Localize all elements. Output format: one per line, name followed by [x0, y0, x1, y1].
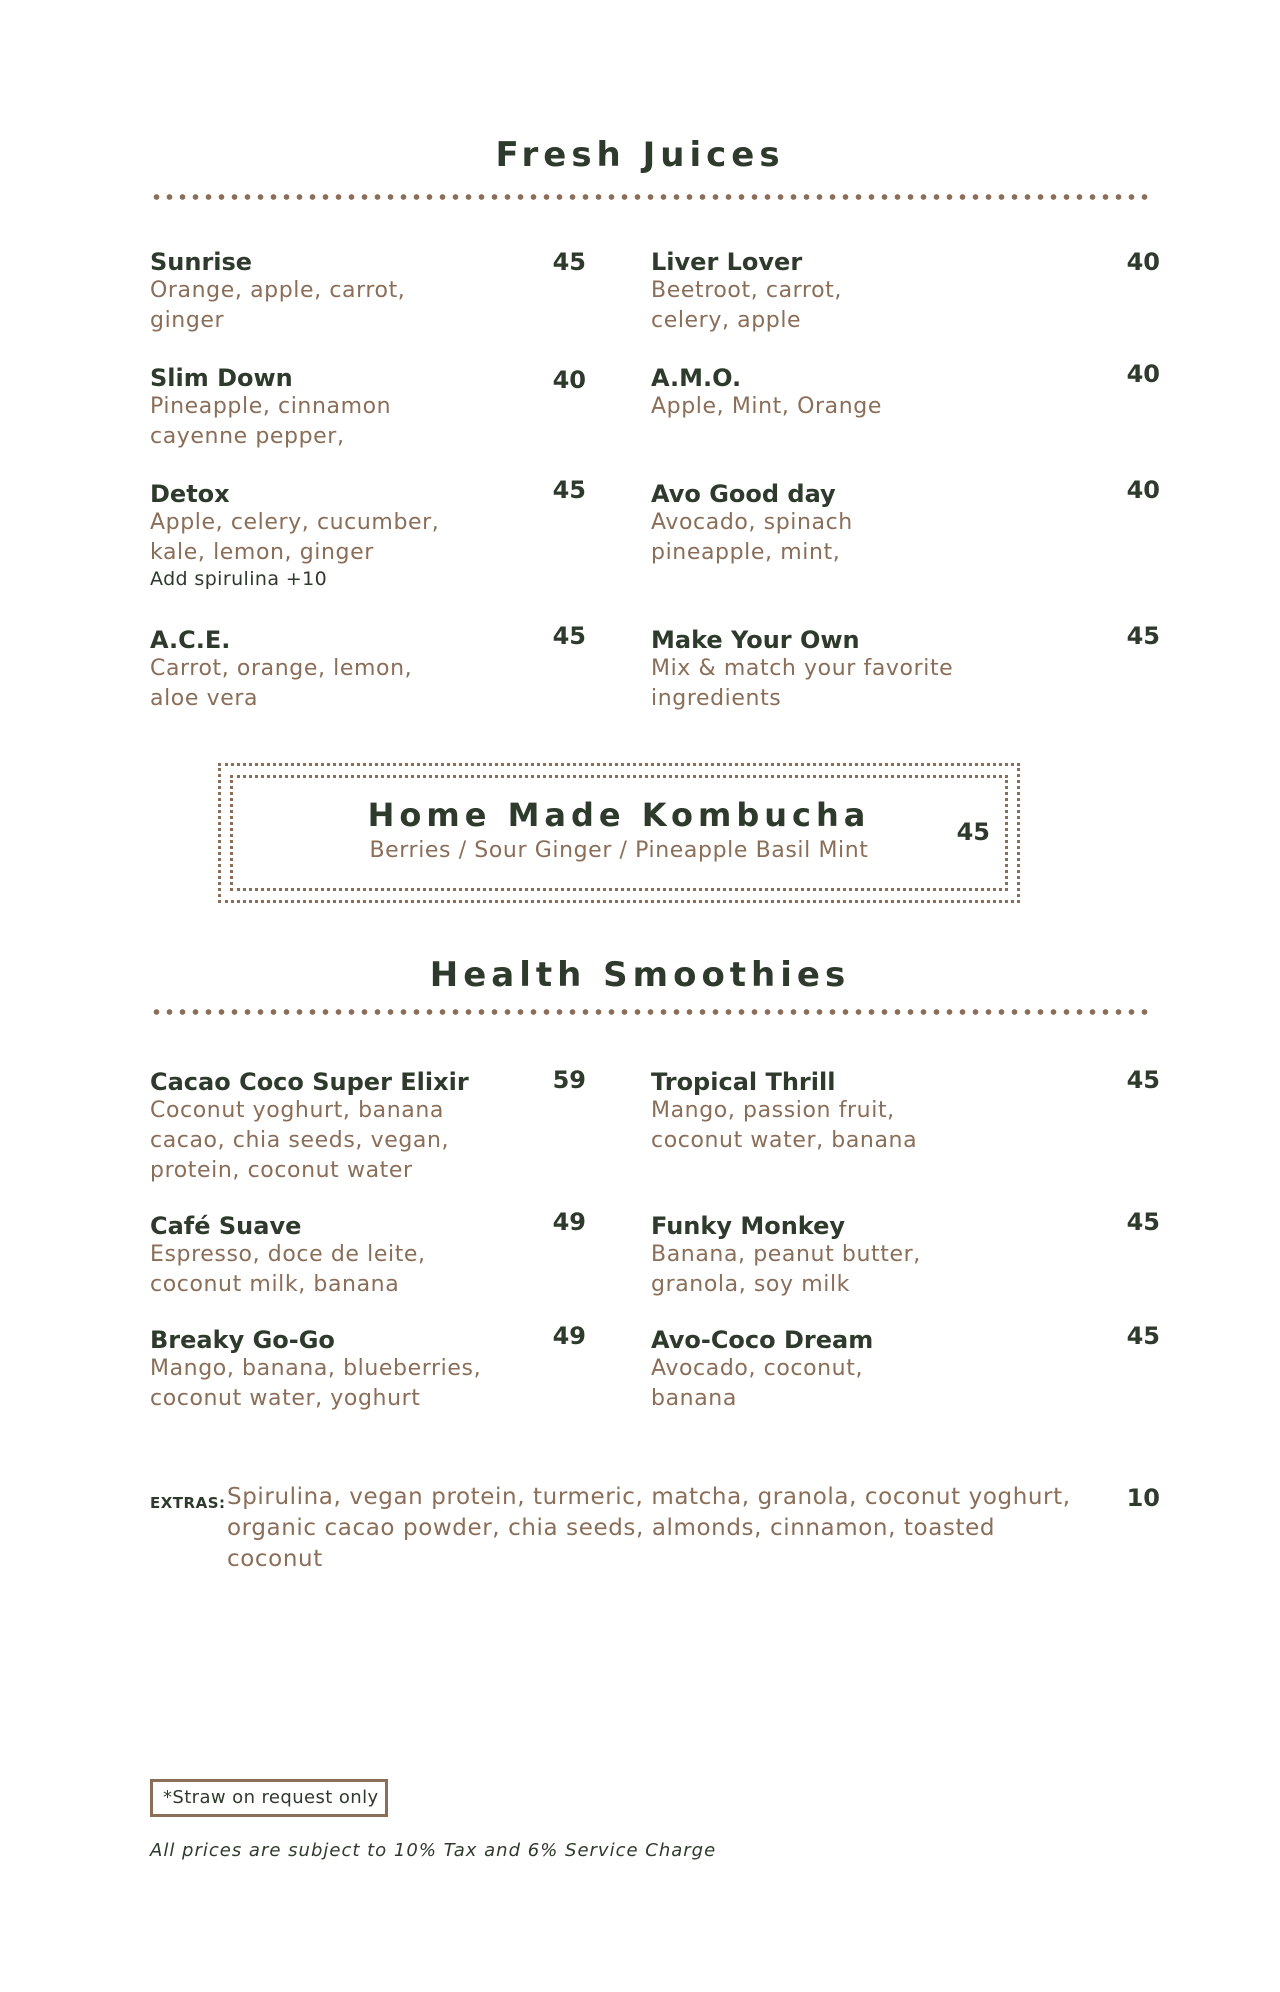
kombucha-title: Home Made Kombucha	[367, 796, 871, 834]
item-name: Funky Monkey	[651, 1212, 846, 1240]
extras-list	[227, 1482, 1087, 1575]
straw-note: *Straw on request only	[150, 1779, 388, 1817]
item-desc: kale, lemon, ginger	[150, 540, 374, 565]
item-desc: Mango, passion fruit,	[651, 1098, 895, 1123]
item-name: Avo Good day	[651, 480, 836, 508]
item-desc: coconut water, yoghurt	[150, 1386, 421, 1411]
item-name: A.C.E.	[150, 626, 231, 654]
menu-item-liver-lover	[651, 248, 1091, 336]
item-desc: Banana, peanut butter,	[651, 1242, 921, 1267]
item-desc: coconut water, banana	[651, 1128, 918, 1153]
item-desc: celery, apple	[651, 308, 802, 333]
item-price: 45	[1126, 1066, 1160, 1094]
item-price: 45	[1126, 1208, 1160, 1236]
menu-item-slim-down	[150, 364, 590, 452]
item-desc: Apple, celery, cucumber,	[150, 510, 440, 535]
extras-line: organic cacao powder, chia seeds, almonds, cinnamon, toasted coconut	[227, 1515, 996, 1572]
item-name: Avo-Coco Dream	[651, 1326, 874, 1354]
item-desc: granola, soy milk	[651, 1272, 851, 1297]
menu-item-make-your-own	[651, 626, 1091, 714]
item-desc: Apple, Mint, Orange	[651, 394, 882, 419]
item-price: 45	[552, 622, 586, 650]
item-desc: Coconut yoghurt, banana	[150, 1098, 444, 1123]
item-desc: coconut milk, banana	[150, 1272, 400, 1297]
item-name: Make Your Own	[651, 626, 860, 654]
item-price: 49	[552, 1322, 586, 1350]
item-price: 40	[1126, 248, 1160, 276]
menu-item-detox	[150, 480, 590, 590]
item-desc: Espresso, doce de leite,	[150, 1242, 426, 1267]
item-desc: protein, coconut water	[150, 1158, 413, 1183]
item-price: 49	[552, 1208, 586, 1236]
fresh-juices-title: Fresh Juices	[495, 135, 785, 175]
menu-item-amo	[651, 364, 1091, 422]
extras-label: EXTRAS:	[150, 1494, 226, 1512]
item-desc: aloe vera	[150, 686, 259, 711]
menu-item-avo-coco-dream	[651, 1326, 1091, 1414]
item-name: Slim Down	[150, 364, 293, 392]
extras-price: 10	[1126, 1484, 1160, 1512]
kombucha-flavors: Berries / Sour Ginger / Pineapple Basil Mint	[369, 838, 869, 863]
fresh-juices-divider	[150, 193, 1150, 201]
item-name: Detox	[150, 480, 230, 508]
item-desc: banana	[651, 1386, 737, 1411]
health-smoothies-divider	[150, 1008, 1150, 1016]
item-desc: ingredients	[651, 686, 782, 711]
item-price: 40	[552, 366, 586, 394]
menu-item-cafe-suave	[150, 1212, 590, 1300]
item-desc: Mix & match your favorite	[651, 656, 954, 681]
item-desc: pineapple, mint,	[651, 540, 841, 565]
item-note: Add spirulina +10	[150, 568, 328, 590]
item-name: Café Suave	[150, 1212, 302, 1240]
item-price: 45	[1126, 1322, 1160, 1350]
item-price: 40	[1126, 360, 1160, 388]
item-desc: Orange, apple, carrot,	[150, 278, 406, 303]
item-desc: cayenne pepper,	[150, 424, 345, 449]
menu-item-cacao-coco	[150, 1068, 590, 1186]
item-price: 45	[1126, 622, 1160, 650]
item-desc: ginger	[150, 308, 225, 333]
item-desc: Avocado, spinach	[651, 510, 853, 535]
health-smoothies-title: Health Smoothies	[429, 955, 851, 995]
kombucha-price: 45	[956, 818, 990, 846]
item-name: Cacao Coco Super Elixir	[150, 1068, 469, 1096]
menu-item-ace	[150, 626, 590, 714]
item-name: Sunrise	[150, 248, 253, 276]
item-desc: Mango, banana, blueberries,	[150, 1356, 482, 1381]
item-price: 40	[1126, 476, 1160, 504]
item-name: Liver Lover	[651, 248, 803, 276]
item-desc: Carrot, orange, lemon,	[150, 656, 413, 681]
item-price: 45	[552, 248, 586, 276]
extras-line: Spirulina, vegan protein, turmeric, matcha, granola, coconut yoghurt,	[227, 1484, 1071, 1510]
item-desc: Beetroot, carrot,	[651, 278, 842, 303]
item-desc: Avocado, coconut,	[651, 1356, 864, 1381]
item-desc: cacao, chia seeds, vegan,	[150, 1128, 450, 1153]
menu-item-avo-good-day	[651, 480, 1091, 568]
menu-item-sunrise	[150, 248, 590, 336]
item-name: A.M.O.	[651, 364, 742, 392]
item-name: Breaky Go-Go	[150, 1326, 335, 1354]
menu-item-breaky-go-go	[150, 1326, 590, 1414]
menu-item-tropical-thrill	[651, 1068, 1091, 1156]
menu-item-funky-monkey	[651, 1212, 1091, 1300]
item-price: 45	[552, 476, 586, 504]
item-desc: Pineapple, cinnamon	[150, 394, 392, 419]
tax-disclaimer: All prices are subject to 10% Tax and 6% Service Charge	[150, 1840, 717, 1861]
item-price: 59	[552, 1066, 586, 1094]
item-name: Tropical Thrill	[651, 1068, 836, 1096]
